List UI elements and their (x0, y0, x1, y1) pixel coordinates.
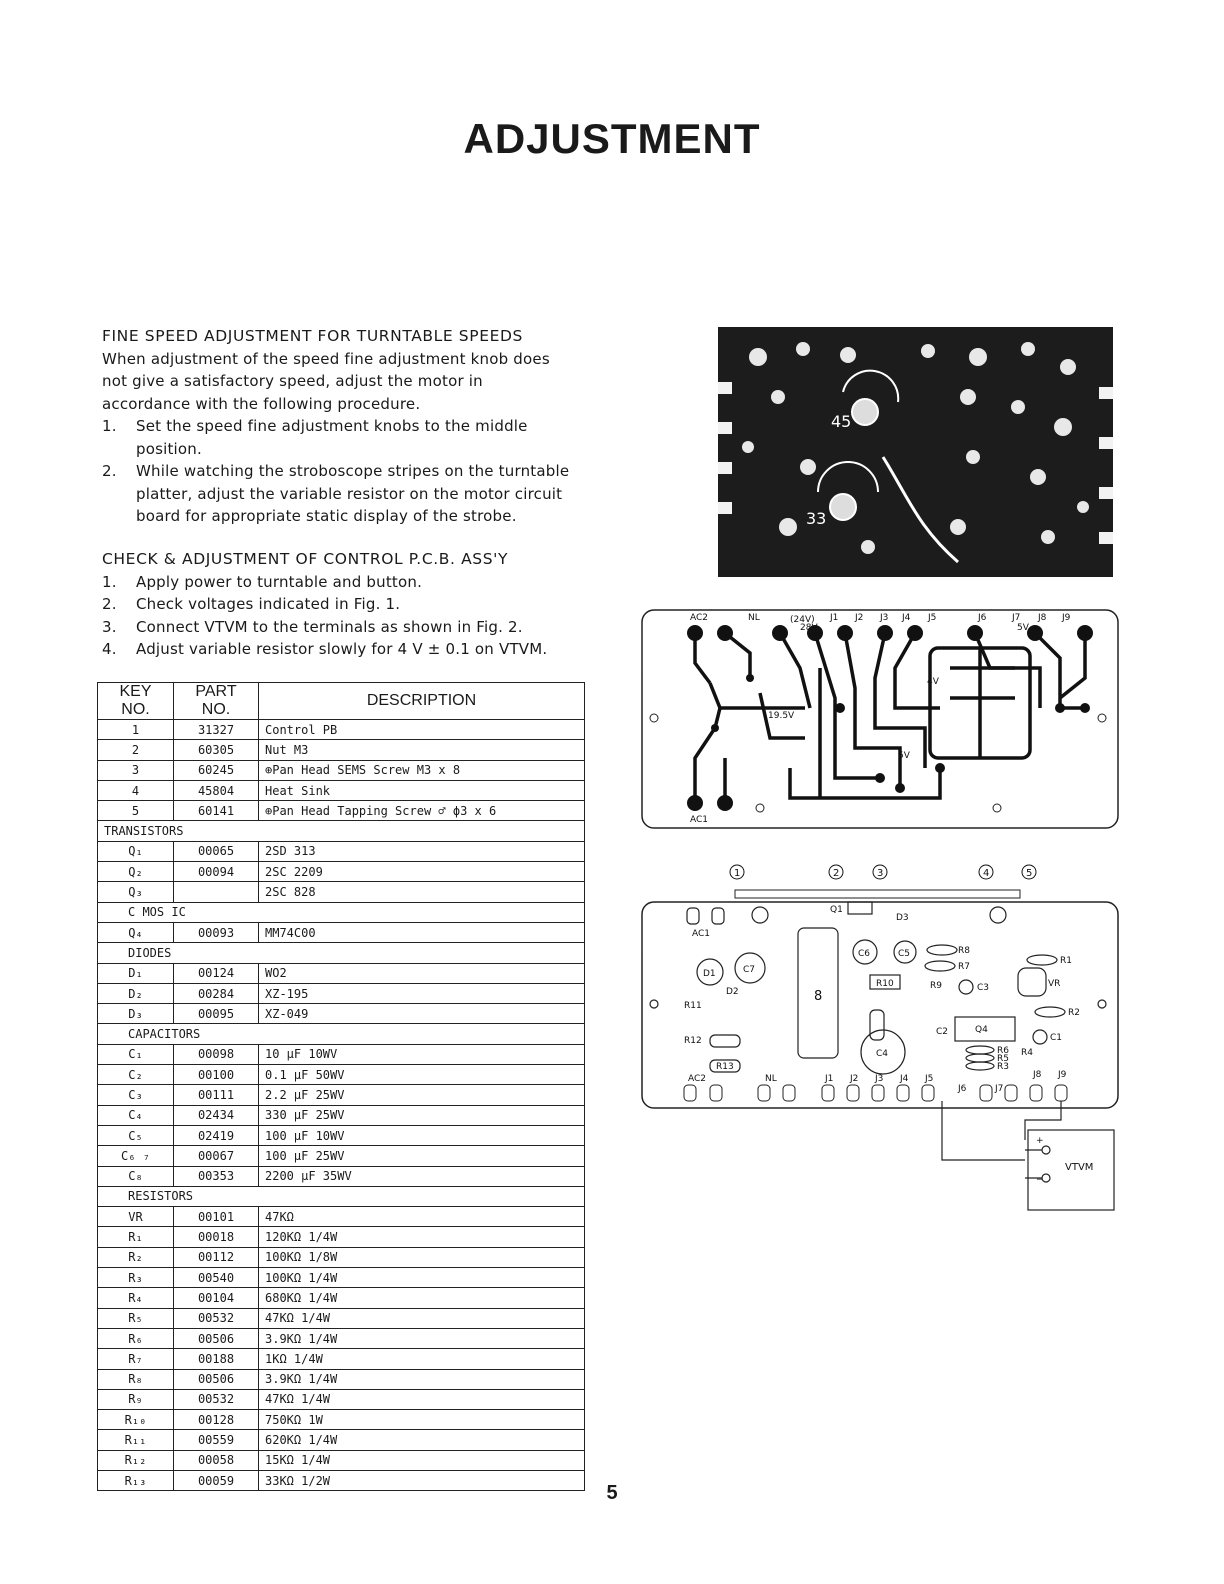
label-j9: J9 (1062, 613, 1071, 623)
table-row (98, 1125, 585, 1145)
table-row (98, 1349, 585, 1369)
description-cell: ⊕Pan Head Tapping Screw ♂ ϕ3 x 6 (259, 801, 585, 821)
label-j1: J1 (830, 613, 839, 623)
parts-table (97, 682, 585, 1491)
part-cell: 00094 (174, 862, 259, 882)
table-row (98, 1207, 585, 1227)
description-cell: 100KΩ 1/8W (259, 1247, 585, 1267)
svg-text:D2: D2 (726, 987, 739, 997)
svg-text:J8: J8 (1033, 1070, 1042, 1080)
part-cell: 02434 (174, 1105, 259, 1125)
description-cell: Heat Sink (259, 780, 585, 800)
table-row (98, 1450, 585, 1470)
part-cell: 00284 (174, 983, 259, 1003)
part-cell: 00058 (174, 1450, 259, 1470)
key-cell: R₉ (98, 1389, 174, 1409)
part-cell: 00112 (174, 1247, 259, 1267)
key-cell: 5 (98, 801, 174, 821)
part-cell (174, 882, 259, 902)
label-nl: NL (748, 613, 760, 623)
part-cell: 60245 (174, 760, 259, 780)
part-cell: 00067 (174, 1146, 259, 1166)
svg-text:J2: J2 (850, 1074, 859, 1084)
description-cell: 3.9KΩ 1/4W (259, 1328, 585, 1348)
key-cell: R₃ (98, 1268, 174, 1288)
key-cell: R₁₂ (98, 1450, 174, 1470)
column-header-part: PART NO. (174, 683, 259, 720)
svg-text:J9: J9 (1058, 1070, 1067, 1080)
table-row (98, 720, 585, 740)
svg-text:R12: R12 (684, 1036, 702, 1046)
table-row (98, 841, 585, 861)
table-row (98, 882, 585, 902)
svg-text:R13: R13 (716, 1062, 734, 1072)
table-row (98, 1105, 585, 1125)
table-group-row (98, 902, 585, 922)
svg-text:D1: D1 (703, 969, 716, 979)
svg-text:8: 8 (814, 989, 823, 1004)
key-cell: R₁₃ (98, 1470, 174, 1490)
table-row (98, 1430, 585, 1450)
svg-text:J7: J7 (995, 1084, 1004, 1094)
table-header-row (98, 683, 585, 720)
table-row (98, 1328, 585, 1348)
part-cell: 00100 (174, 1065, 259, 1085)
part-cell: 00353 (174, 1166, 259, 1186)
table-row (98, 1389, 585, 1409)
svg-text:R2: R2 (1068, 1008, 1080, 1018)
part-cell: 00532 (174, 1308, 259, 1328)
description-cell: Nut M3 (259, 740, 585, 760)
part-cell: 00128 (174, 1410, 259, 1430)
list-item: 1. Apply power to turntable and button. (102, 572, 423, 591)
table-row (98, 1247, 585, 1267)
part-cell: 00540 (174, 1268, 259, 1288)
description-cell: 120KΩ 1/4W (259, 1227, 585, 1247)
group-label: DIODES (98, 943, 585, 963)
table-row (98, 1369, 585, 1389)
list-item: 2. While watching the stroboscope stripes on the turntable platter, adjust the variable resistor on the motor circuit board for appropriate static display of the strobe. (102, 462, 570, 525)
trimmer-45 (852, 399, 878, 425)
description-cell: 1KΩ 1/4W (259, 1349, 585, 1369)
list-item: 2. Check voltages indicated in Fig. 1. (102, 595, 401, 613)
fig2-key-labels (730, 865, 1036, 879)
column-header-description: DESCRIPTION (259, 683, 585, 720)
svg-text:J4: J4 (900, 1074, 909, 1084)
part-cell: 00095 (174, 1004, 259, 1024)
key-cell: D₂ (98, 983, 174, 1003)
key-cell: R₈ (98, 1369, 174, 1389)
svg-text:4: 4 (983, 868, 990, 879)
description-cell: 0.1 μF 50WV (259, 1065, 585, 1085)
svg-text:R4: R4 (1021, 1048, 1033, 1058)
table-row (98, 801, 585, 821)
svg-text:R3: R3 (997, 1062, 1009, 1072)
svg-text:C1: C1 (1050, 1033, 1063, 1043)
table-group-row (98, 943, 585, 963)
part-cell: 00065 (174, 841, 259, 861)
key-cell: R₁₁ (98, 1430, 174, 1450)
description-cell: 100 μF 10WV (259, 1125, 585, 1145)
part-cell: 60141 (174, 801, 259, 821)
description-cell: 47KΩ 1/4W (259, 1389, 585, 1409)
group-label: TRANSISTORS (98, 821, 585, 841)
description-cell: 47KΩ (259, 1207, 585, 1227)
table-row (98, 1268, 585, 1288)
description-cell: MM74C00 (259, 922, 585, 942)
key-cell: C₃ (98, 1085, 174, 1105)
part-cell: 00018 (174, 1227, 259, 1247)
table-row (98, 1044, 585, 1064)
description-cell: 10 μF 10WV (259, 1044, 585, 1064)
description-cell: XZ-049 (259, 1004, 585, 1024)
svg-text:C5: C5 (898, 949, 911, 959)
label-33: 33 (806, 509, 827, 528)
table-row (98, 740, 585, 760)
trimmer-33 (830, 494, 856, 520)
description-cell: 2.2 μF 25WV (259, 1085, 585, 1105)
part-cell: 31327 (174, 720, 259, 740)
part-cell: 00101 (174, 1207, 259, 1227)
key-cell: R₁ (98, 1227, 174, 1247)
part-cell: 00506 (174, 1369, 259, 1389)
key-cell: VR (98, 1207, 174, 1227)
column-header-key: KEY NO. (98, 683, 174, 720)
group-label: CAPACITORS (98, 1024, 585, 1044)
part-cell: 00111 (174, 1085, 259, 1105)
key-cell: Q₃ (98, 882, 174, 902)
table-group-row (98, 821, 585, 841)
key-cell: 4 (98, 780, 174, 800)
table-row (98, 1065, 585, 1085)
label-j8: J8 (1038, 613, 1047, 623)
key-cell: C₈ (98, 1166, 174, 1186)
key-cell: 2 (98, 740, 174, 760)
svg-text:R1: R1 (1060, 956, 1072, 966)
label-ac2: AC2 (690, 613, 709, 623)
key-cell: 3 (98, 760, 174, 780)
check-heading: CHECK & ADJUSTMENT OF CONTROL P.C.B. ASS'Y (102, 550, 509, 568)
part-cell: 00559 (174, 1430, 259, 1450)
svg-text:NL: NL (765, 1074, 777, 1084)
key-cell: D₃ (98, 1004, 174, 1024)
key-cell: C₅ (98, 1125, 174, 1145)
svg-text:J1: J1 (825, 1074, 834, 1084)
description-cell: 330 μF 25WV (259, 1105, 585, 1125)
description-cell: 2SC 828 (259, 882, 585, 902)
svg-text:C2: C2 (936, 1027, 949, 1037)
label-5v-mid: 5V (898, 751, 910, 761)
svg-text:VR: VR (1048, 979, 1061, 989)
key-cell: C₁ (98, 1044, 174, 1064)
key-cell: R₇ (98, 1349, 174, 1369)
part-cell: 00532 (174, 1389, 259, 1409)
table-row (98, 1288, 585, 1308)
fig1-pcb-trace-diagram (640, 608, 1120, 830)
table-row (98, 1085, 585, 1105)
key-cell: C₆ ₇ (98, 1146, 174, 1166)
table-row (98, 963, 585, 983)
table-group-row (98, 1024, 585, 1044)
key-cell: R₁₀ (98, 1410, 174, 1430)
part-cell: 45804 (174, 780, 259, 800)
svg-text:J6: J6 (958, 1084, 967, 1094)
description-cell: 100 μF 25WV (259, 1146, 585, 1166)
svg-text:C7: C7 (743, 965, 756, 975)
part-cell: 00104 (174, 1288, 259, 1308)
description-cell: 33KΩ 1/2W (259, 1470, 585, 1490)
svg-text:R9: R9 (930, 981, 942, 991)
table-row (98, 1004, 585, 1024)
list-item: 4. Adjust variable resistor slowly for 4 V ± 0.1 on VTVM. (102, 640, 548, 658)
group-label: C MOS IC (98, 902, 585, 922)
part-cell: 00188 (174, 1349, 259, 1369)
label-5v-top: 5V (1017, 623, 1029, 633)
svg-text:C3: C3 (977, 983, 990, 993)
svg-text:5: 5 (1026, 868, 1033, 879)
part-cell: 60305 (174, 740, 259, 760)
label-j5: J5 (928, 613, 937, 623)
description-cell: 3.9KΩ 1/4W (259, 1369, 585, 1389)
heat-sink (735, 890, 1020, 898)
vtvm-wiring (942, 1101, 1114, 1210)
part-cell: 02419 (174, 1125, 259, 1145)
description-cell: 2SD 313 (259, 841, 585, 861)
list-item: 3. Connect VTVM to the terminals as shown in Fig. 2. (102, 617, 523, 636)
label-28v: 28V (800, 623, 818, 633)
key-cell: D₁ (98, 963, 174, 983)
fine-speed-intro: When adjustment of the speed fine adjustment knob does not give a satisfactory speed, adjust the motor in accordance with the following procedure. (102, 349, 550, 413)
description-cell: WO2 (259, 963, 585, 983)
part-cell: 00093 (174, 922, 259, 942)
svg-text:D3: D3 (896, 913, 909, 923)
group-label: RESISTORS (98, 1186, 585, 1206)
svg-text:C6: C6 (858, 949, 871, 959)
fine-speed-steps (102, 415, 572, 528)
page-title: ADJUSTMENT (463, 115, 761, 162)
label-ac1: AC1 (690, 815, 709, 825)
part-cell: 00506 (174, 1328, 259, 1348)
check-steps (102, 571, 572, 661)
key-cell: Q₄ (98, 922, 174, 942)
svg-text:3: 3 (877, 868, 884, 879)
list-item: 1. Set the speed fine adjustment knobs to the middle position. (102, 417, 528, 458)
description-cell: 620KΩ 1/4W (259, 1430, 585, 1450)
key-cell: C₄ (98, 1105, 174, 1125)
description-cell: 100KΩ 1/4W (259, 1268, 585, 1288)
table-row (98, 1410, 585, 1430)
table-row (98, 780, 585, 800)
svg-text:2: 2 (833, 868, 840, 879)
svg-text:AC1: AC1 (692, 929, 711, 939)
table-row (98, 1227, 585, 1247)
svg-text:R8: R8 (958, 946, 970, 956)
label-4v: 4V (927, 677, 939, 687)
label-j6: J6 (978, 613, 987, 623)
table-row (98, 1166, 585, 1186)
key-cell: 1 (98, 720, 174, 740)
table-group-row (98, 1186, 585, 1206)
description-cell: Control PB (259, 720, 585, 740)
label-j3: J3 (880, 613, 889, 623)
motor-board-photo (718, 327, 1113, 577)
key-cell: R₄ (98, 1288, 174, 1308)
svg-text:C4: C4 (876, 1049, 889, 1059)
label-j7: J7 (1012, 613, 1021, 623)
page-number: 5 (606, 1482, 618, 1504)
key-cell: Q₁ (98, 841, 174, 861)
label-19v: 19.5V (768, 711, 795, 721)
description-cell: 2SC 2209 (259, 862, 585, 882)
svg-text:−: − (1036, 1175, 1044, 1185)
svg-text:J3: J3 (875, 1074, 884, 1084)
description-cell: 47KΩ 1/4W (259, 1308, 585, 1328)
svg-text:R11: R11 (684, 1001, 702, 1011)
table-row (98, 760, 585, 780)
svg-text:AC2: AC2 (688, 1074, 707, 1084)
description-cell: ⊕Pan Head SEMS Screw M3 x 8 (259, 760, 585, 780)
svg-text:R10: R10 (876, 979, 894, 989)
key-cell: C₂ (98, 1065, 174, 1085)
label-24v: (24V) (790, 615, 815, 625)
key-cell: R₆ (98, 1328, 174, 1348)
svg-text:Q1: Q1 (830, 905, 843, 915)
table-row (98, 1146, 585, 1166)
parts-table-body (98, 720, 585, 1491)
check-adjustment-section (102, 548, 572, 661)
svg-text:R6: R6 (997, 1046, 1009, 1056)
description-cell: 750KΩ 1W (259, 1410, 585, 1430)
svg-text:Q4: Q4 (975, 1025, 988, 1035)
key-cell: R₂ (98, 1247, 174, 1267)
svg-text:J5: J5 (925, 1074, 934, 1084)
label-j4: J4 (902, 613, 911, 623)
description-cell: 15KΩ 1/4W (259, 1450, 585, 1470)
key-cell: Q₂ (98, 862, 174, 882)
fine-speed-heading: FINE SPEED ADJUSTMENT FOR TURNTABLE SPEEDS (102, 327, 523, 345)
svg-text:R7: R7 (958, 962, 970, 972)
svg-text:1: 1 (734, 868, 741, 879)
table-row (98, 922, 585, 942)
svg-text:R5: R5 (997, 1054, 1009, 1064)
fig2-component-layout-diagram (640, 860, 1120, 1215)
part-cell: 00098 (174, 1044, 259, 1064)
description-cell: 680KΩ 1/4W (259, 1288, 585, 1308)
part-cell: 00059 (174, 1470, 259, 1490)
description-cell: 2200 μF 35WV (259, 1166, 585, 1186)
table-row (98, 862, 585, 882)
part-cell: 00124 (174, 963, 259, 983)
table-row (98, 983, 585, 1003)
svg-text:+: + (1036, 1136, 1044, 1146)
svg-text:VTVM: VTVM (1065, 1162, 1094, 1173)
label-j2: J2 (855, 613, 864, 623)
key-cell: R₅ (98, 1308, 174, 1328)
table-row (98, 1308, 585, 1328)
label-45: 45 (831, 412, 852, 431)
fine-speed-section (102, 325, 572, 528)
description-cell: XZ-195 (259, 983, 585, 1003)
